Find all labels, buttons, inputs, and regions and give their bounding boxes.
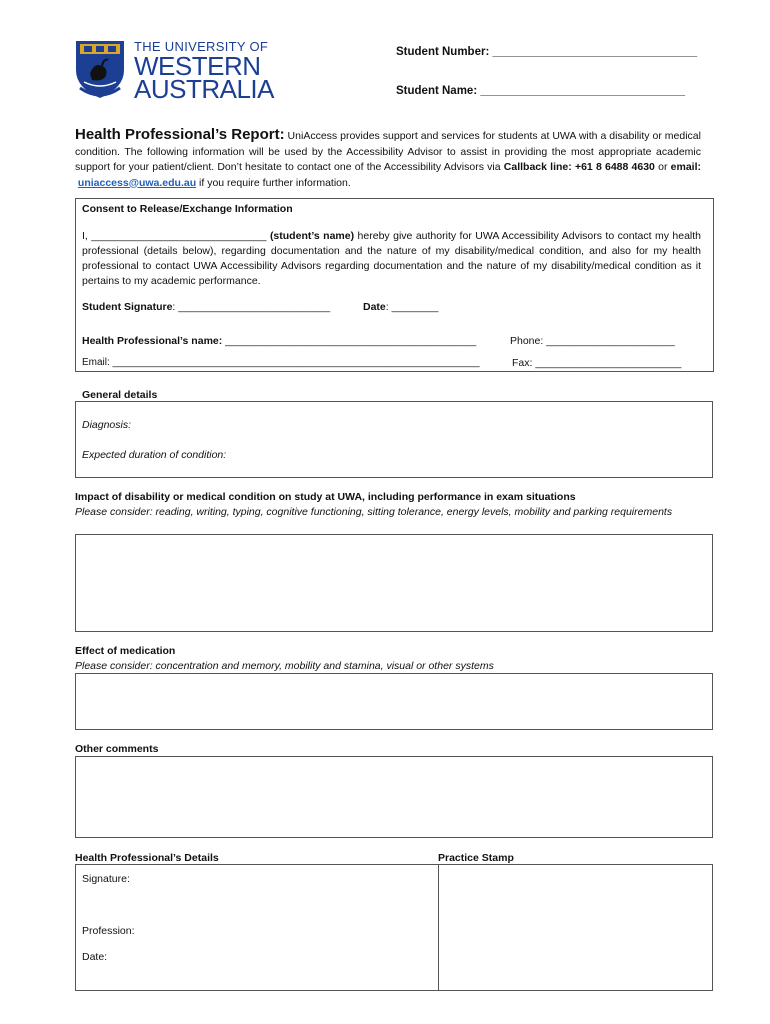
hp-profession-label: Profession:: [82, 925, 135, 937]
general-details-box[interactable]: [75, 401, 713, 478]
logo-line-2: WESTERN: [134, 51, 261, 81]
logo-line-3: AUSTRALIA: [134, 74, 274, 104]
impact-textbox[interactable]: [75, 534, 713, 632]
intro-text-2: if you require further information.: [196, 176, 351, 189]
general-details-title: General details: [82, 389, 158, 401]
medication-title: Effect of medication: [75, 645, 176, 657]
student-signature-line: : __________________________: [172, 301, 331, 313]
student-name-field[interactable]: Student Name: ________________________________: [396, 85, 686, 97]
diagnosis-label: Diagnosis:: [82, 419, 132, 431]
comments-textbox[interactable]: [75, 756, 713, 838]
comments-title: Other comments: [75, 743, 159, 755]
email-label: email:: [670, 161, 701, 173]
hp-fax-field[interactable]: Fax: _________________________: [512, 357, 682, 369]
hp-details-title: Health Professional’s Details: [75, 852, 219, 864]
intro-or: or: [654, 161, 671, 173]
student-signature-field[interactable]: [82, 301, 330, 313]
practice-stamp-box[interactable]: [438, 864, 713, 991]
email-link[interactable]: uniaccess@uwa.edu.au: [77, 176, 197, 189]
hp-email-field[interactable]: Email: __________________________________________________________________: [82, 357, 480, 368]
student-signature-label: Student Signature: [82, 301, 173, 313]
report-title: Health Professional’s Report:: [75, 126, 285, 143]
hp-name-field[interactable]: [82, 335, 476, 347]
consent-paragraph: [82, 229, 701, 289]
hp-signature-label: Signature:: [82, 873, 130, 885]
hp-name-label: Health Professional’s name:: [82, 335, 223, 347]
impact-title: Impact of disability or medical condition on study at UWA, including performance in exam situations: [75, 491, 576, 503]
impact-consider: Please consider: reading, writing, typing, cognitive functioning, sitting tolerance, energy levels, mobility and parking requirements: [75, 506, 673, 518]
student-number-field[interactable]: Student Number: ________________________________: [396, 46, 698, 58]
consent-title: Consent to Release/Exchange Information: [82, 203, 293, 215]
duration-label: Expected duration of condition:: [82, 449, 227, 461]
consent-text: hereby give authority for UWA Accessibility Advisors to contact my health professional (details below), regarding documentation and the nature of my disability/medical condition, and also for my health professional to contact UWA Accessibility Advisors regarding documentation and the nature of my disability/medical condition as it pertains to my academic performance.: [82, 230, 702, 287]
medication-consider: Please consider: concentration and memory, mobility and stamina, visual or other systems: [75, 660, 494, 672]
university-logo: [72, 38, 274, 104]
medication-textbox[interactable]: [75, 673, 713, 730]
intro-paragraph: [75, 127, 701, 191]
logo-line-1: THE UNIVERSITY OF: [134, 39, 269, 54]
hp-phone-field[interactable]: Phone: ______________________: [510, 335, 675, 347]
crest-icon: [72, 38, 128, 100]
callback-line: Callback line: +61 8 6488 4630: [503, 161, 655, 173]
consent-name-blank[interactable]: I, ______________________________: [82, 230, 270, 242]
intro-text-1: UniAccess provides support and services for students at UWA with a disability or medical condition. The following information will be used by the Accessibility Advisor to assist in providing the most appropriate academic support for your patient/client. Don’t hesitate to contact one of the Accessibility Advisors via: [75, 130, 701, 173]
hp-date-label: Date:: [82, 951, 108, 963]
consent-date-field[interactable]: [363, 301, 438, 313]
practice-stamp-title: Practice Stamp: [438, 852, 514, 864]
hp-name-line: ___________________________________________: [222, 335, 477, 347]
consent-students-name: (student’s name): [269, 230, 355, 242]
consent-date-line: : ________: [385, 301, 439, 313]
consent-date-label: Date: [363, 301, 386, 313]
